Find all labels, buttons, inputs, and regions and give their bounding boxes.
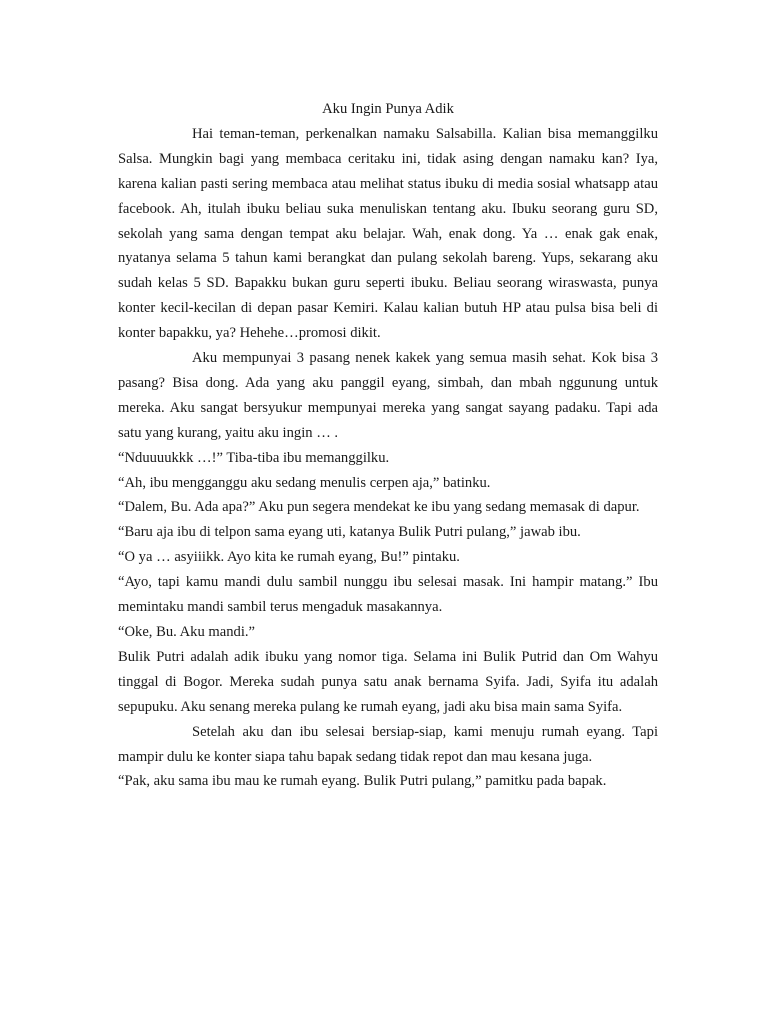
document-page	[118, 97, 658, 794]
dialog-line: “Oke, Bu. Aku mandi.”	[118, 624, 255, 641]
dialog-line: “Ayo, tapi kamu mandi dulu sambil nunggu ibu selesai masak. Ini hampir matang.” Ibu memintaku mandi sambil terus mengaduk masakannya.	[118, 574, 658, 616]
dialog-line: “Ah, ibu mengganggu aku sedang menulis cerpen aja,” batinku.	[118, 474, 491, 491]
dialog-line: “Pak, aku sama ibu mau ke rumah eyang. Bulik Putri pulang,” pamitku pada bapak.	[118, 773, 607, 790]
dialog-line: “Baru aja ibu di telpon sama eyang uti, katanya Bulik Putri pulang,” jawab ibu.	[118, 524, 581, 541]
dialog-line: “Dalem, Bu. Ada apa?” Aku pun segera mendekat ke ibu yang sedang memasak di dapur.	[118, 499, 640, 516]
document-title: Aku Ingin Punya Adik	[322, 101, 454, 117]
paragraph-intro: Hai teman-teman, perkenalkan namaku Salsabilla. Kalian bisa memanggilku Salsa. Mungkin bagi yang membaca ceritaku ini, tidak asing dengan namaku kan? Iya, karena kalian pasti sering membaca atau melihat status ibuku di media sosial whatsapp atau facebook. Ah, itulah ibuku beliau suka menuliskan tentang aku. Ibuku seorang guru SD, sekolah yang sama dengan tempat aku belajar. Wah, enak dong. Ya … enak gak enak, nyatanya selama 5 tahun kami berangkat dan pulang sekolah bareng. Yups, sekarang aku sudah kelas 5 SD. Bapakku bukan guru seperti ibuku. Beliau seorang wiraswasta, punya konter kecil-kecilan di depan pasar Kemiri. Kalau kalian butuh HP atau pulsa bisa beli di konter bapakku, ya? Hehehe…promosi dikit.	[118, 125, 658, 342]
paragraph-grandparents: Aku mempunyai 3 pasang nenek kakek yang semua masih sehat. Kok bisa 3 pasang? Bisa dong. Ada yang aku panggil eyang, simbah, dan mbah nggunung untuk mereka. Aku sangat bersyukur mempunyai mereka yang sangat sayang padaku. Tapi ada satu yang kurang, yaitu aku ingin … .	[118, 350, 658, 441]
paragraph-bulik-putri: Bulik Putri adalah adik ibuku yang nomor tiga. Selama ini Bulik Putrid dan Om Wahyu tinggal di Bogor. Mereka sudah punya satu anak bernama Syifa. Jadi, Syifa itu adalah sepupuku. Aku senang mereka pulang ke rumah eyang, jadi aku bisa main sama Syifa.	[118, 648, 658, 715]
dialog-line: “Nduuuukkk …!” Tiba-tiba ibu memanggilku.	[118, 449, 390, 466]
paragraph-departure: Setelah aku dan ibu selesai bersiap-siap, kami menuju rumah eyang. Tapi mampir dulu ke konter siapa tahu bapak sedang tidak repot dan mau kesana juga.	[118, 723, 658, 765]
dialog-line: “O ya … asyiiikk. Ayo kita ke rumah eyang, Bu!” pintaku.	[118, 549, 460, 566]
